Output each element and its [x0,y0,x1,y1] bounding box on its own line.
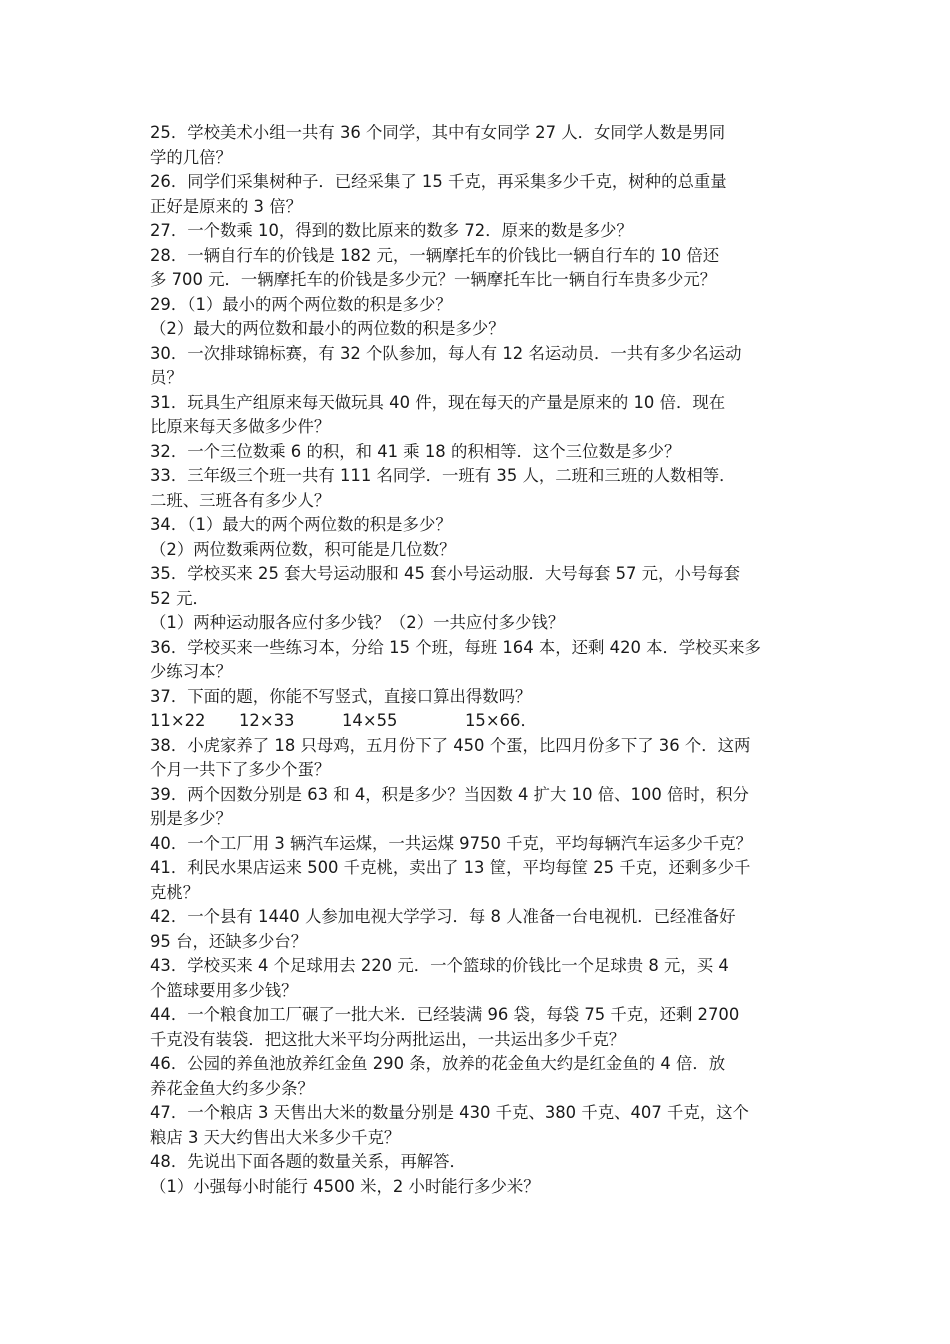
text-line: 少练习本？ [150,662,232,681]
text-line: 46．公园的养鱼池放养红金鱼 290 条，放养的花金鱼大约是红金鱼的 4 倍．放 [150,1054,726,1073]
text-line: 95 台，还缺多少台？ [150,931,308,951]
text-line: 正好是原来的 3 倍？ [150,196,302,216]
text-line: 26．同学们采集树种子．已经采集了 15 千克，再采集多少千克，树种的总重量 [150,172,727,191]
text-line: 30．一次排球锦标赛，有 32 个队参加，每人有 12 名运动员．一共有多少名运动 [150,343,742,363]
text-line: 43．学校买来 4 个足球用去 220 元．一个篮球的价钱比一个足球贵 8 元，买 4 [150,956,729,975]
text-line: 员？ [150,368,183,387]
text-line: 35．学校买来 25 套大号运动服和 45 套小号运动服．大号每套 57 元，小号每套 [150,564,741,583]
text-line: 37．下面的题，你能不写竖式，直接口算出得数吗？ [150,686,532,706]
text-line: 学的几倍？ [150,147,232,167]
text-line: 27．一个数乘 10，得到的数比原来的数多 72．原来的数是多少？ [150,221,633,240]
text-line: 千克没有装袋．把这批大米平均分两批运出，一共运出多少千克？ [150,1029,626,1049]
calc-item: 14×55 [342,711,398,730]
text-line: 个月一共下了多少个蛋？ [150,760,331,779]
text-line: 33．三年级三个班一共有 111 名同学．一班有 35 人，二班和三班的人数相等． [150,466,736,485]
text-line: 个篮球要用多少钱？ [150,980,298,1000]
text-line: （1）两种运动服各应付多少钱？（2）一共应付多少钱？ [150,613,565,632]
text-line: 克桃？ [150,882,200,902]
text-line: 养花金鱼大约多少条？ [150,1078,314,1098]
calc-item: 15×66． [465,711,537,730]
text-line: （1）小强每小时能行 4500 米，2 小时能行多少米？ [150,1176,540,1196]
text-line: （2）两位数乘两位数，积可能是几位数？ [150,539,456,559]
text-line: 粮店 3 天大约售出大米多少千克？ [150,1127,401,1147]
text-line: 比原来每天多做多少件？ [150,417,331,436]
text-line: 38．小虎家养了 18 只母鸡，五月份下了 450 个蛋，比四月份多下了 36 个．这两 [150,735,751,755]
text-line: 42．一个县有 1440 人参加电视大学学习．每 8 人准备一台电视机．已经准备好 [150,907,736,926]
text-line: 二班、三班各有多少人？ [150,490,331,510]
text-line: 36．学校买来一些练习本，分给 15 个班，每班 164 本，还剩 420 本．学校买来多 [150,637,761,657]
text-line: 多 700 元．一辆摩托车的价钱是多少元？一辆摩托车比一辆自行车贵多少元？ [150,270,717,289]
text-line: 47．一个粮店 3 天售出大米的数量分别是 430 千克、380 千克、407 千克，这个 [150,1103,749,1122]
text-line: 39．两个因数分别是 63 和 4，积是多少？当因数 4 扩大 10 倍、100 倍时，积分 [150,784,749,804]
text-line: 40．一个工厂用 3 辆汽车运煤，一共运煤 9750 千克，平均每辆汽车运多少千克？ [150,833,752,853]
text-line: 44．一个粮食加工厂碾了一批大米．已经装满 96 袋，每袋 75 千克，还剩 2700 [150,1005,740,1024]
mental-math-row [150,709,815,734]
text-line: 29．（1）最小的两个两位数的积是多少？ [150,294,452,314]
text-line: 41．利民水果店运来 500 千克桃，卖出了 13 筐，平均每筐 25 千克，还剩多少千 [150,858,751,877]
text-line: 25．学校美术小组一共有 36 个同学，其中有女同学 27 人．女同学人数是男同 [150,123,726,142]
calc-item: 11×22 [150,711,206,730]
text-line: 32．一个三位数乘 6 的积，和 41 乘 18 的积相等．这个三位数是多少？ [150,441,681,461]
document-page [150,121,815,1199]
text-line: 31．玩具生产组原来每天做玩具 40 件，现在每天的产量是原来的 10 倍．现在 [150,392,726,412]
text-line: 28．一辆自行车的价钱是 182 元，一辆摩托车的价钱比一辆自行车的 10 倍还 [150,245,720,265]
text-line: 别是多少？ [150,809,232,828]
text-line: 52 元． [150,588,209,608]
text-line: 34．（1）最大的两个两位数的积是多少？ [150,515,452,534]
calc-item: 12×33 [239,711,295,730]
text-line: （2）最大的两位数和最小的两位数的积是多少？ [150,319,505,338]
text-line: 48．先说出下面各题的数量关系，再解答． [150,1152,466,1171]
